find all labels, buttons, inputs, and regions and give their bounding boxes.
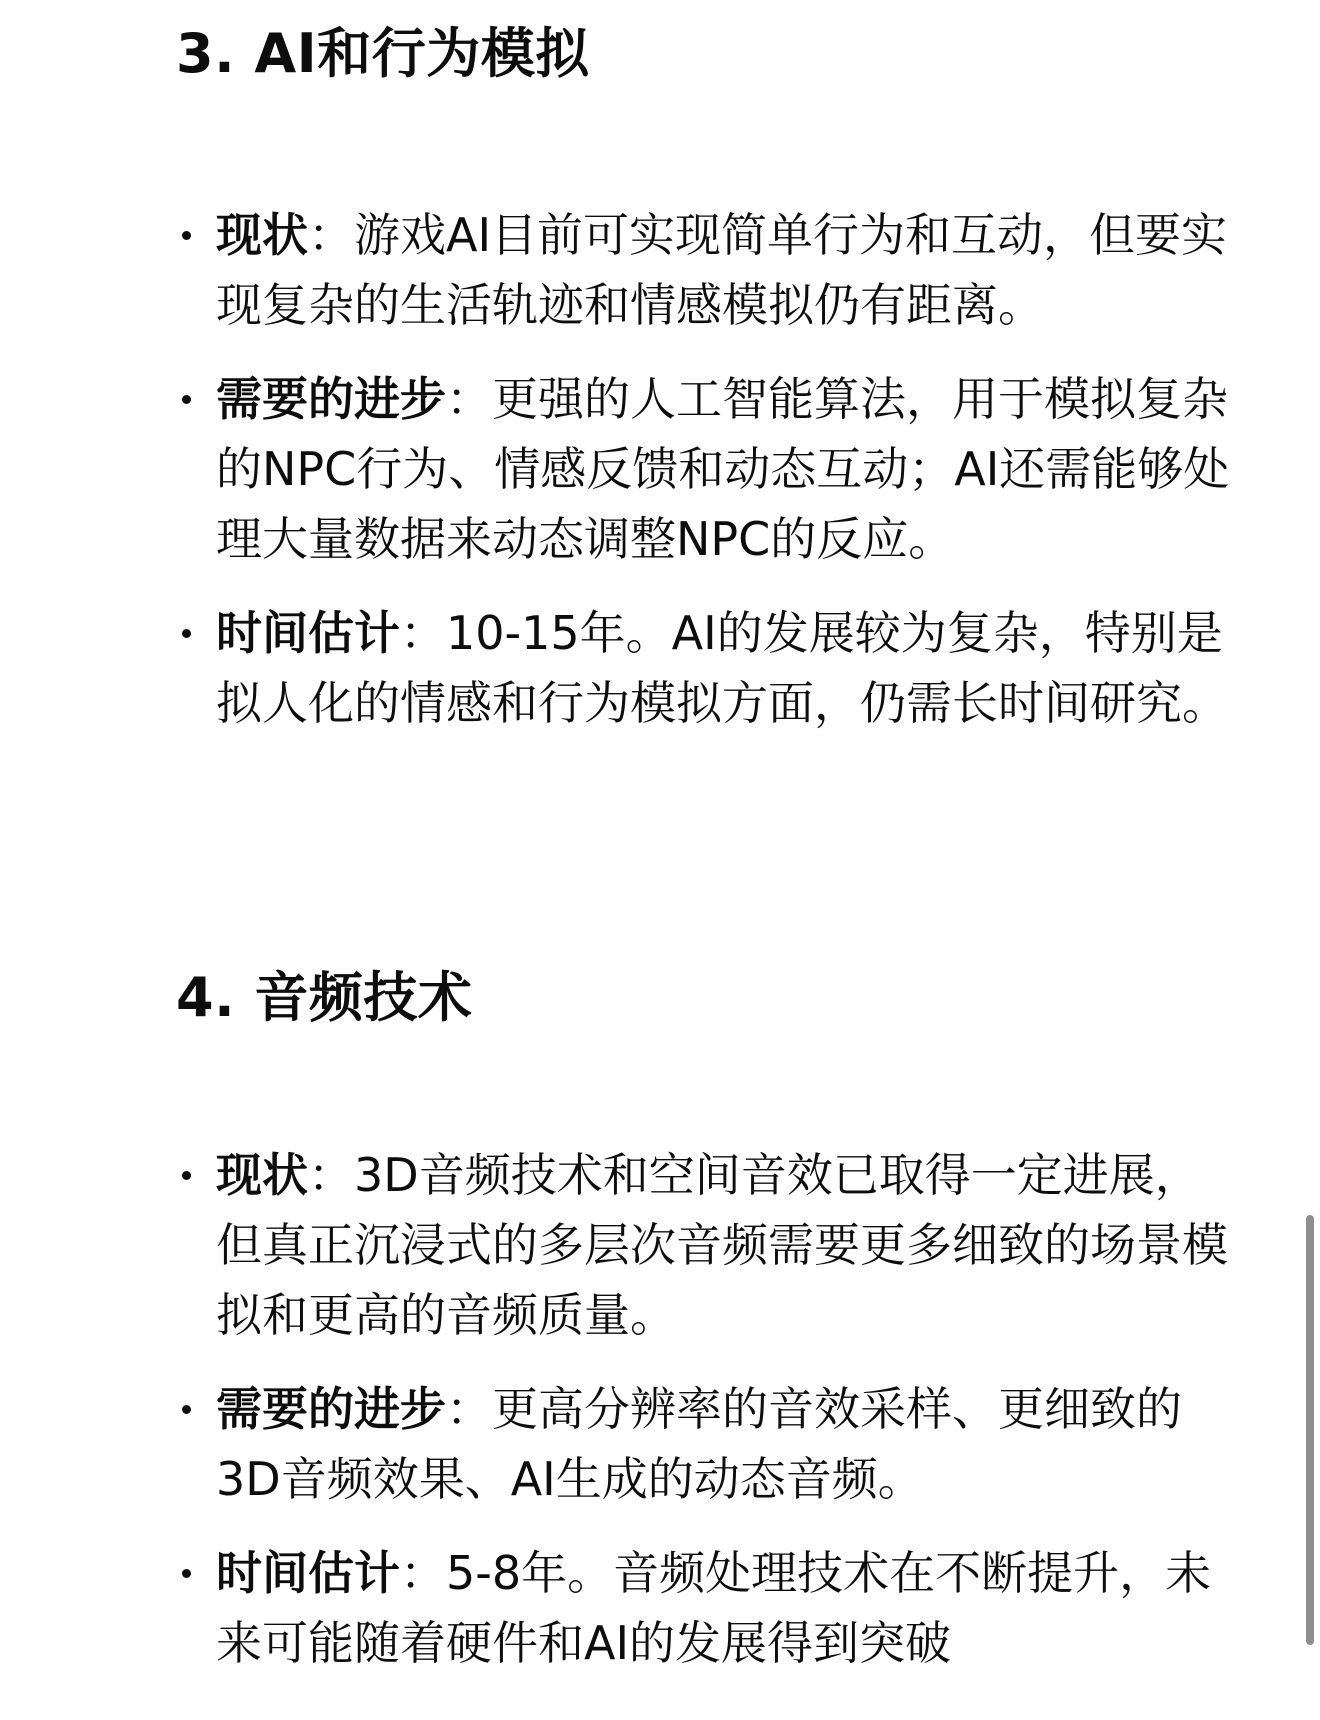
list-item <box>176 1374 1246 1514</box>
section-title-audio: 4. 音频技术 <box>176 966 473 1029</box>
item-label: 现状 <box>216 1148 308 1202</box>
section-list-ai-behavior <box>176 200 1246 762</box>
item-label: 时间估计 <box>216 606 400 660</box>
item-text: 更高分辨率的音效采样、更细致的3D音频效果、AI生成的动态音频。 <box>216 1382 1182 1506</box>
item-text: 更强的人工智能算法，用于模拟复杂的NPC行为、情感反馈和动态互动；AI还需能够处理大量数据来动态调整NPC的反应。 <box>216 372 1230 566</box>
item-text: 10-15年。AI的发展较为复杂，特别是拟人化的情感和行为模拟方面，仍需长时间研究。 <box>216 606 1228 730</box>
bullet-dot-icon <box>182 395 191 404</box>
item-label: 时间估计 <box>216 1546 400 1600</box>
item-separator: ： <box>446 372 492 426</box>
item-text: 3D音频技术和空间音效已取得一定进展，但真正沉浸式的多层次音频需要更多细致的场景模拟和更高的音频质量。 <box>216 1148 1228 1342</box>
list-item <box>176 1538 1246 1678</box>
bullet-dot-icon <box>182 1171 191 1180</box>
list-item <box>176 1140 1246 1350</box>
item-label: 需要的进步 <box>216 1382 446 1436</box>
item-separator: ： <box>400 1546 446 1600</box>
item-label: 需要的进步 <box>216 372 446 426</box>
scrollbar-thumb[interactable] <box>1306 1215 1314 1645</box>
vertical-scrollbar[interactable] <box>1302 0 1320 1720</box>
section-title-ai-behavior: 3. AI和行为模拟 <box>176 22 590 85</box>
item-separator: ： <box>308 208 354 262</box>
bullet-dot-icon <box>182 1569 191 1578</box>
item-text: 5-8年。音频处理技术在不断提升，未来可能随着硬件和AI的发展得到突破 <box>216 1546 1212 1670</box>
list-item <box>176 598 1246 738</box>
item-label: 现状 <box>216 208 308 262</box>
item-separator: ： <box>400 606 446 660</box>
item-separator: ： <box>308 1148 354 1202</box>
bullet-dot-icon <box>182 231 191 240</box>
item-text: 游戏AI目前可实现简单行为和互动，但要实现复杂的生活轨迹和情感模拟仍有距离。 <box>216 208 1228 332</box>
bullet-dot-icon <box>182 629 191 638</box>
list-item <box>176 364 1246 574</box>
section-list-audio <box>176 1140 1246 1702</box>
bullet-dot-icon <box>182 1405 191 1414</box>
item-separator: ： <box>446 1382 492 1436</box>
list-item <box>176 200 1246 340</box>
